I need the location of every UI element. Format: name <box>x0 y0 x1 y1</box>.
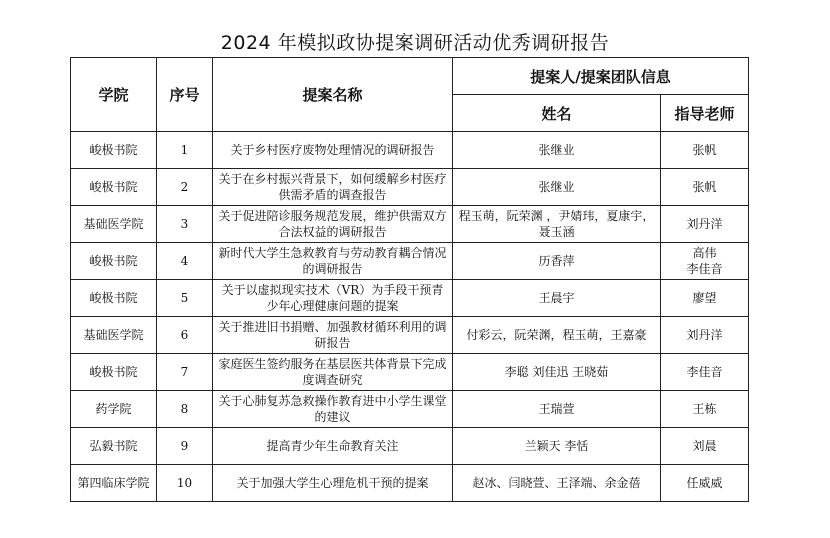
header-seq: 序号 <box>157 58 213 132</box>
names-cell: 程玉萌，阮荣渊 ，尹婧玮，夏康宇，聂玉涵 <box>453 206 661 243</box>
header-college: 学院 <box>71 58 157 132</box>
table-row <box>71 391 749 428</box>
table-row <box>71 465 749 502</box>
seq-cell: 10 <box>157 465 213 502</box>
advisor-cell <box>661 317 749 354</box>
proposal-cell: 关于加强大学生心理危机干预的提案 <box>213 465 453 502</box>
proposal-cell: 关于以虚拟现实技术（VR）为手段干预青少年心理健康问题的提案 <box>213 280 453 317</box>
college-cell: 第四临床学院 <box>71 465 157 502</box>
advisor-name: 张帆 <box>692 180 717 194</box>
names-cell: 张继业 <box>453 132 661 169</box>
college-cell: 峻极书院 <box>71 132 157 169</box>
proposal-cell: 关于推进旧书捐赠、加强教材循环利用的调研报告 <box>213 317 453 354</box>
advisor-cell <box>661 391 749 428</box>
table-row <box>71 206 749 243</box>
advisor-cell <box>661 243 749 280</box>
table-row <box>71 354 749 391</box>
names-cell: 兰颖天 李恬 <box>453 428 661 465</box>
seq-cell: 3 <box>157 206 213 243</box>
proposal-cell: 提高青少年生命教育关注 <box>213 428 453 465</box>
college-cell: 基础医学院 <box>71 206 157 243</box>
names-cell: 付彩云，阮荣渊，程玉萌，王嘉豪 <box>453 317 661 354</box>
seq-cell: 2 <box>157 169 213 206</box>
college-cell: 基础医学院 <box>71 317 157 354</box>
advisor-name: 任威威 <box>686 476 723 490</box>
college-cell: 峻极书院 <box>71 354 157 391</box>
advisor-cell <box>661 132 749 169</box>
seq-cell: 5 <box>157 280 213 317</box>
seq-cell: 4 <box>157 243 213 280</box>
seq-cell: 8 <box>157 391 213 428</box>
college-cell: 药学院 <box>71 391 157 428</box>
table-body <box>71 132 749 502</box>
names-cell: 王晨宇 <box>453 280 661 317</box>
advisor-cell <box>661 169 749 206</box>
seq-cell: 1 <box>157 132 213 169</box>
college-cell: 弘毅书院 <box>71 428 157 465</box>
table-row <box>71 317 749 354</box>
college-cell: 峻极书院 <box>71 280 157 317</box>
proposal-cell: 家庭医生签约服务在基层医共体背景下完成度调查研究 <box>213 354 453 391</box>
header-advisor: 指导老师 <box>661 95 749 132</box>
proposal-cell: 关于在乡村振兴背景下，如何缓解乡村医疗供需矛盾的调查报告 <box>213 169 453 206</box>
advisor-name: 李佳音 <box>686 262 723 276</box>
advisor-cell <box>661 206 749 243</box>
names-cell: 李聪 刘佳迅 王晓茹 <box>453 354 661 391</box>
proposal-cell: 关于乡村医疗废物处理情况的调研报告 <box>213 132 453 169</box>
advisor-name: 王栋 <box>692 402 717 416</box>
table-row <box>71 169 749 206</box>
advisor-name: 张帆 <box>692 143 717 157</box>
advisor-name: 刘丹洋 <box>686 217 723 231</box>
header-name: 姓名 <box>453 95 661 132</box>
proposal-cell: 关于促进陪诊服务规范发展，维护供需双方合法权益的调研报告 <box>213 206 453 243</box>
header-proposal: 提案名称 <box>213 58 453 132</box>
table-row <box>71 428 749 465</box>
advisor-name: 廖望 <box>692 291 717 305</box>
header-team-group: 提案人/提案团队信息 <box>453 58 749 95</box>
college-cell: 峻极书院 <box>71 243 157 280</box>
advisor-name: 刘晨 <box>692 439 717 453</box>
table-row <box>71 132 749 169</box>
advisor-name: 刘丹洋 <box>686 328 723 342</box>
table-row <box>71 280 749 317</box>
proposal-cell: 新时代大学生急救教育与劳动教育耦合情况的调研报告 <box>213 243 453 280</box>
advisor-cell <box>661 280 749 317</box>
proposal-cell: 关于心肺复苏急救操作教育进中小学生课堂的建议 <box>213 391 453 428</box>
seq-cell: 7 <box>157 354 213 391</box>
names-cell: 张继业 <box>453 169 661 206</box>
college-cell: 峻极书院 <box>71 169 157 206</box>
names-cell: 王瑞萱 <box>453 391 661 428</box>
page-title: 2024 年模拟政协提案调研活动优秀调研报告 <box>220 32 610 54</box>
advisor-cell <box>661 465 749 502</box>
seq-cell: 6 <box>157 317 213 354</box>
advisor-name: 李佳音 <box>686 365 723 379</box>
table-header <box>71 58 749 132</box>
advisor-cell <box>661 428 749 465</box>
names-cell: 赵冰、闫晓萱、王泽端、余金蓓 <box>453 465 661 502</box>
advisor-name: 高伟 <box>692 246 717 260</box>
advisor-cell <box>661 354 749 391</box>
table-row <box>71 243 749 280</box>
report-table <box>70 57 749 502</box>
names-cell: 历香萍 <box>453 243 661 280</box>
seq-cell: 9 <box>157 428 213 465</box>
